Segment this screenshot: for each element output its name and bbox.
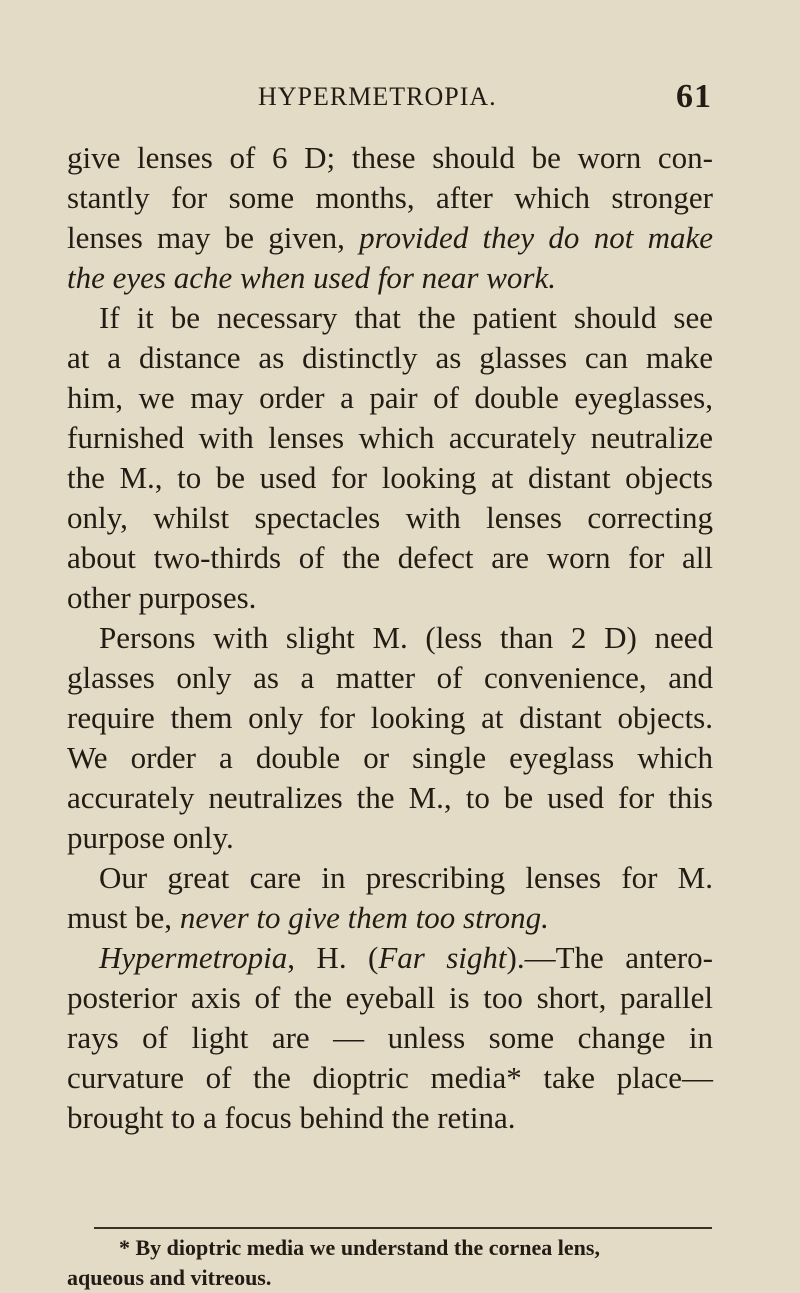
text-line: If it be necessary that the patient should see xyxy=(99,300,713,335)
italic-text: the eyes ache when used for near work. xyxy=(67,260,556,295)
text-line xyxy=(67,258,713,298)
text-line: him, we may order a pair of double eyeglasses, xyxy=(67,380,713,415)
footnote xyxy=(67,1233,713,1293)
text-line: furnished with lenses which accurately neutralize xyxy=(67,420,713,455)
text-line xyxy=(67,898,713,938)
text-run: , H. ( xyxy=(287,940,379,975)
text-run: ).—The antero- xyxy=(506,940,713,975)
italic-text: provided they do not make xyxy=(359,220,713,255)
text-line: stantly for some months, after which stronger xyxy=(67,180,713,215)
italic-text: never to give them too strong. xyxy=(179,900,549,935)
text-line xyxy=(67,938,713,978)
page-number: 61 xyxy=(676,78,712,115)
italic-text: Far sight xyxy=(378,940,507,975)
text-line: the M., to be used for looking at distant objects xyxy=(67,460,713,495)
text-line xyxy=(67,218,713,258)
footnote-line-1: * By dioptric media we understand the cornea lens, xyxy=(119,1235,600,1260)
text-line: curvature of the dioptric media* take place— xyxy=(67,1060,713,1095)
text-run: must be, xyxy=(67,900,180,935)
italic-text: Hypermetropia xyxy=(99,940,288,975)
text-line: rays of light are — unless some change in xyxy=(67,1020,713,1055)
text-line: Our great care in prescribing lenses for M. xyxy=(99,860,713,895)
text-line: only, whilst spectacles with lenses correcting xyxy=(67,500,713,535)
text-line: purpose only. xyxy=(67,820,234,855)
text-line: require them only for looking at distant objects. xyxy=(67,700,713,735)
text-line: give lenses of 6 D; these should be worn con- xyxy=(67,140,713,175)
text-line: brought to a focus behind the retina. xyxy=(67,1100,516,1135)
text-run: lenses may be given, xyxy=(67,220,360,255)
text-line: posterior axis of the eyeball is too short, parallel xyxy=(67,980,713,1015)
running-title: HYPERMETROPIA. xyxy=(258,82,497,111)
footnote-line-2: aqueous and vitreous. xyxy=(67,1265,272,1290)
footnote-rule xyxy=(94,1227,712,1229)
body-text xyxy=(67,138,713,1138)
text-line: glasses only as a matter of convenience, and xyxy=(67,660,713,695)
text-line: about two-thirds of the defect are worn for all xyxy=(67,540,713,575)
text-line: at a distance as distinctly as glasses can make xyxy=(67,340,713,375)
text-line: We order a double or single eyeglass which xyxy=(67,740,713,775)
text-line: accurately neutralizes the M., to be used for this xyxy=(67,780,713,815)
text-line: Persons with slight M. (less than 2 D) need xyxy=(99,620,713,655)
text-line: other purposes. xyxy=(67,580,257,615)
